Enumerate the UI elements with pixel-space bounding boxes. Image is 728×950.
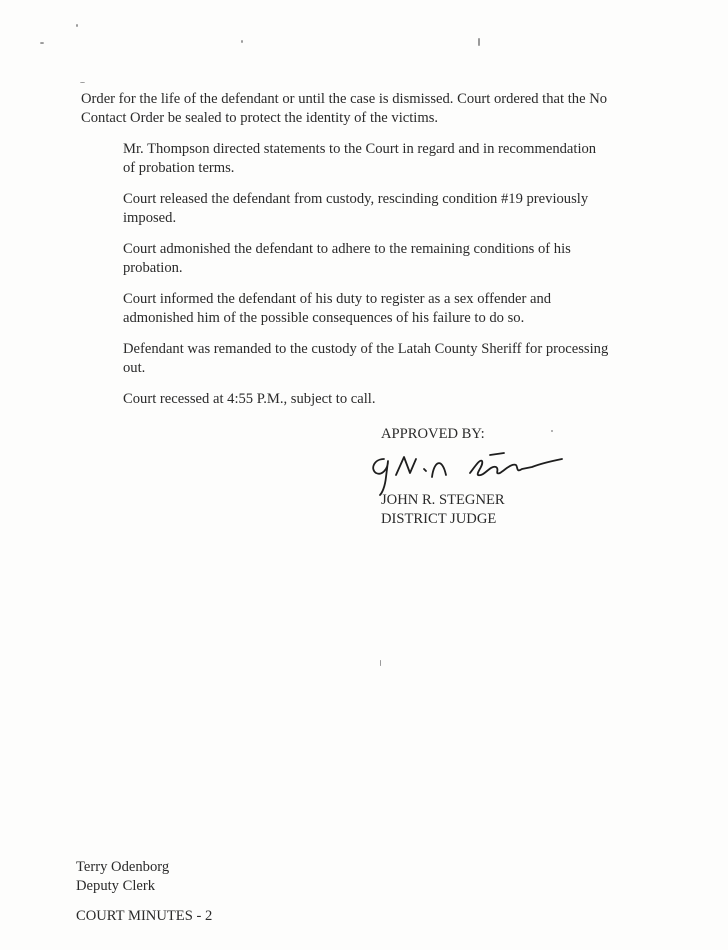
clerk-title: Deputy Clerk [76,878,156,894]
paragraph-line: imposed. [123,210,177,226]
judge-title: DISTRICT JUDGE [381,511,497,527]
scan-speck [40,42,44,44]
scan-speck [241,40,243,43]
paragraph-line: Defendant was remanded to the custody of the Latah County Sheriff for processing [123,341,609,357]
paragraph-no-contact-order [81,90,645,128]
paragraph-release-custody [81,190,645,228]
paragraph-register-duty [81,290,645,328]
paragraph-line: probation. [123,260,183,276]
judge-signature [366,447,566,497]
scan-speck [76,24,78,27]
paragraph-recess [81,390,645,409]
paragraph-thompson-statements [81,140,645,178]
clerk-name: Terry Odenborg [76,859,170,875]
scan-speck [551,430,553,432]
paragraph-line: Contact Order be sealed to protect the identity of the victims. [81,110,439,126]
paragraph-admonish-conditions [81,240,645,278]
paragraph-line: Order for the life of the defendant or until the case is dismissed. Court ordered that the No [81,91,608,107]
scan-speck [80,82,85,83]
paragraph-line: Court released the defendant from custody, rescinding condition #19 previously [123,191,589,207]
scan-speck [380,660,381,666]
paragraph-line: out. [123,360,146,376]
paragraph-line: of probation terms. [123,160,235,176]
scan-speck [478,38,480,46]
approved-by-label: APPROVED BY: [381,426,485,442]
paragraph-remanded [81,340,645,378]
clerk-block [76,858,169,896]
paragraph-line: Mr. Thompson directed statements to the Court in regard and in recommendation [123,141,597,157]
paragraph-line: Court admonished the defendant to adhere to the remaining conditions of his [123,241,571,257]
paragraph-line: Court recessed at 4:55 P.M., subject to call. [123,391,376,407]
paragraph-line: Court informed the defendant of his duty to register as a sex offender and [123,291,552,307]
judge-name: JOHN R. STEGNER [381,492,505,508]
page-footer-label: COURT MINUTES - 2 [76,908,213,924]
judge-block [381,491,505,529]
paragraph-line: admonished him of the possible consequences of his failure to do so. [123,310,525,326]
